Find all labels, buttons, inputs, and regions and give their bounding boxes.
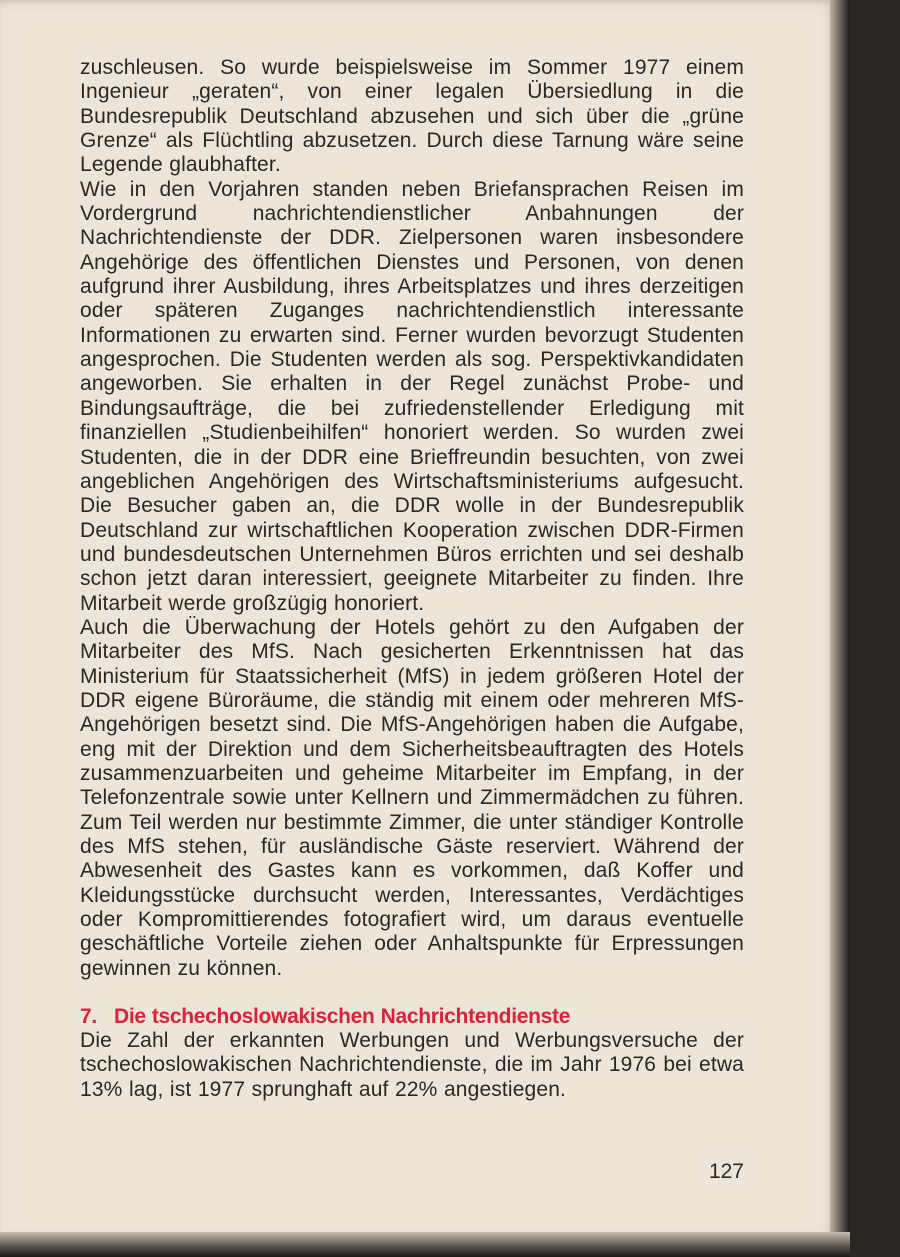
book-bottom-edge — [0, 1232, 850, 1257]
paragraph: Die Zahl der erkannten Werbungen und Werbungsversuche der tschechoslowakischen Nachrichtendienste, die im Jahr 1976 bei etwa 13% lag, ist 1977 sprunghaft auf 22% angestiegen. — [80, 1029, 744, 1101]
paragraph: zuschleusen. So wurde beispielsweise im Sommer 1977 einem Ingenieur „geraten“, von einer legalen Übersiedlung in die Bundesrepublik Deutschland abzusehen und sich über die „grüne Grenze“ als Flüchtling abzusetzen. Durch diese Tarnung wäre seine Legende glaubhafter. — [80, 56, 744, 177]
section-number: 7. — [80, 1005, 97, 1029]
book-binding-edge — [830, 0, 850, 1257]
section-title: Die tschechoslowakischen Nachrichtendienste — [114, 1005, 571, 1029]
page-body — [80, 56, 744, 1102]
paragraph: Auch die Überwachung der Hotels gehört zu den Aufgaben der Mitarbeiter des MfS. Nach gesicherten Erkenntnissen hat das Ministerium für Staatssicherheit (MfS) in jedem größeren Hotel der DDR eigene Büroräume, die ständig mit einem oder mehreren MfS-Angehörigen besetzt sind. Die MfS-Angehörigen haben die Aufgabe, eng mit der Direktion und dem Sicherheitsbeauftragten des Hotels zusammenzuarbeiten und geheime Mitarbeiter im Empfang, in der Telefonzentrale sowie unter Kellnern und Zimmermädchen zu führen. Zum Teil werden nur bestimmte Zimmer, die unter ständiger Kontrolle des MfS stehen, für ausländische Gäste reserviert. Während der Abwesenheit des Gastes kann es vorkommen, daß Koffer und Kleidungsstücke durchsucht werden, Interessantes, Verdächtiges oder Kompromittierendes fotografiert wird, um daraus eventuelle geschäftliche Vorteile ziehen oder Anhaltspunkte für Erpressungen gewinnen zu können. — [80, 615, 744, 980]
section-heading — [80, 1005, 744, 1029]
paragraph: Wie in den Vorjahren standen neben Briefansprachen Reisen im Vordergrund nachrichtendienstlicher Anbahnungen der Nachrichtendienste der DDR. Zielpersonen waren insbesondere Angehörige des öffentlichen Dienstes und Personen, von denen aufgrund ihrer Ausbildung, ihres Arbeitsplatzes und ihres derzeitigen oder späteren Zuganges nachrichtendienstlich interessante Informationen zu erwarten sind. Ferner wurden bevorzugt Studenten angesprochen. Die Studenten werden als sog. Perspektivkandidaten angeworben. Sie erhalten in der Regel zunächst Probe- und Bindungsaufträge, die bei zufriedenstellender Erledigung mit finanziellen „Studienbeihilfen“ honoriert werden. So wurden zwei Studenten, die in der DDR eine Brieffreundin besuchten, von zwei angeblichen Angehörigen des Wirtschaftsministeriums aufgesucht. Die Besucher gaben an, die DDR wolle in der Bundesrepublik Deutschland zur wirtschaftlichen Kooperation zwischen DDR-Firmen und bundesdeutschen Unternehmen Büros errichten und sei deshalb schon jetzt daran interessiert, geeignete Mitarbeiter zu finden. Ihre Mitarbeit werde großzügig honoriert. — [80, 177, 744, 615]
page-number: 127 — [708, 1160, 744, 1183]
